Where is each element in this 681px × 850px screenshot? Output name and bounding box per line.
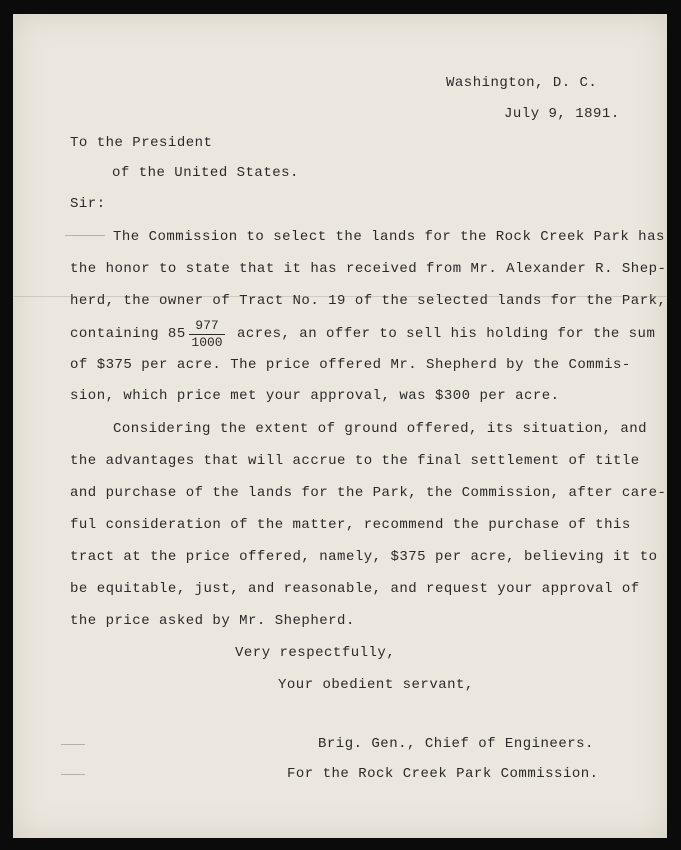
closing-line-1: Very respectfully, xyxy=(235,645,396,661)
paragraph-2-line-4: ful consideration of the matter, recommend the purchase of this xyxy=(70,517,631,533)
paragraph-2-line-5: tract at the price offered, namely, $375 per acre, believing it to xyxy=(70,549,658,565)
letter-page xyxy=(13,14,667,838)
paragraph-1-line-5: of $375 per acre. The price offered Mr. Shepherd by the Commis- xyxy=(70,357,631,373)
paragraph-1-line-2: the honor to state that it has received from Mr. Alexander R. Shep- xyxy=(70,261,667,277)
closing-line-2: Your obedient servant, xyxy=(278,677,474,693)
faint-mark xyxy=(65,235,105,236)
signature-organization: For the Rock Creek Park Commission. xyxy=(287,766,599,782)
letter-place: Washington, D. C. xyxy=(446,75,598,91)
signature-title: Brig. Gen., Chief of Engineers. xyxy=(318,736,594,752)
paragraph-1-line-1: The Commission to select the lands for the Rock Creek Park has xyxy=(113,229,665,245)
paragraph-2-line-2: the advantages that will accrue to the final settlement of title xyxy=(70,453,640,469)
addressee-line-1: To the President xyxy=(70,135,213,151)
salutation: Sir: xyxy=(70,196,106,212)
paragraph-2-line-6: be equitable, just, and reasonable, and request your approval of xyxy=(70,581,640,597)
addressee-line-2: of the United States. xyxy=(112,165,299,181)
paragraph-2-line-1: Considering the extent of ground offered, its situation, and xyxy=(113,421,648,437)
faint-mark xyxy=(61,744,85,745)
paragraph-2-line-3: and purchase of the lands for the Park, the Commission, after care- xyxy=(70,485,667,501)
acreage-fraction xyxy=(187,318,227,350)
paragraph-1-line-4-start: containing 85 xyxy=(70,326,186,342)
paragraph-1-line-3: herd, the owner of Tract No. 19 of the selected lands for the Park, xyxy=(70,293,667,309)
paragraph-2-line-7: the price asked by Mr. Shepherd. xyxy=(70,613,355,629)
fraction-numerator: 977 xyxy=(195,318,219,333)
letter-date: July 9, 1891. xyxy=(504,106,620,122)
paragraph-1-line-6: sion, which price met your approval, was $300 per acre. xyxy=(70,388,560,404)
fraction-denominator: 1000 xyxy=(191,335,223,350)
faint-mark xyxy=(61,774,85,775)
paragraph-1-line-4-end: acres, an offer to sell his holding for the sum xyxy=(237,326,656,342)
